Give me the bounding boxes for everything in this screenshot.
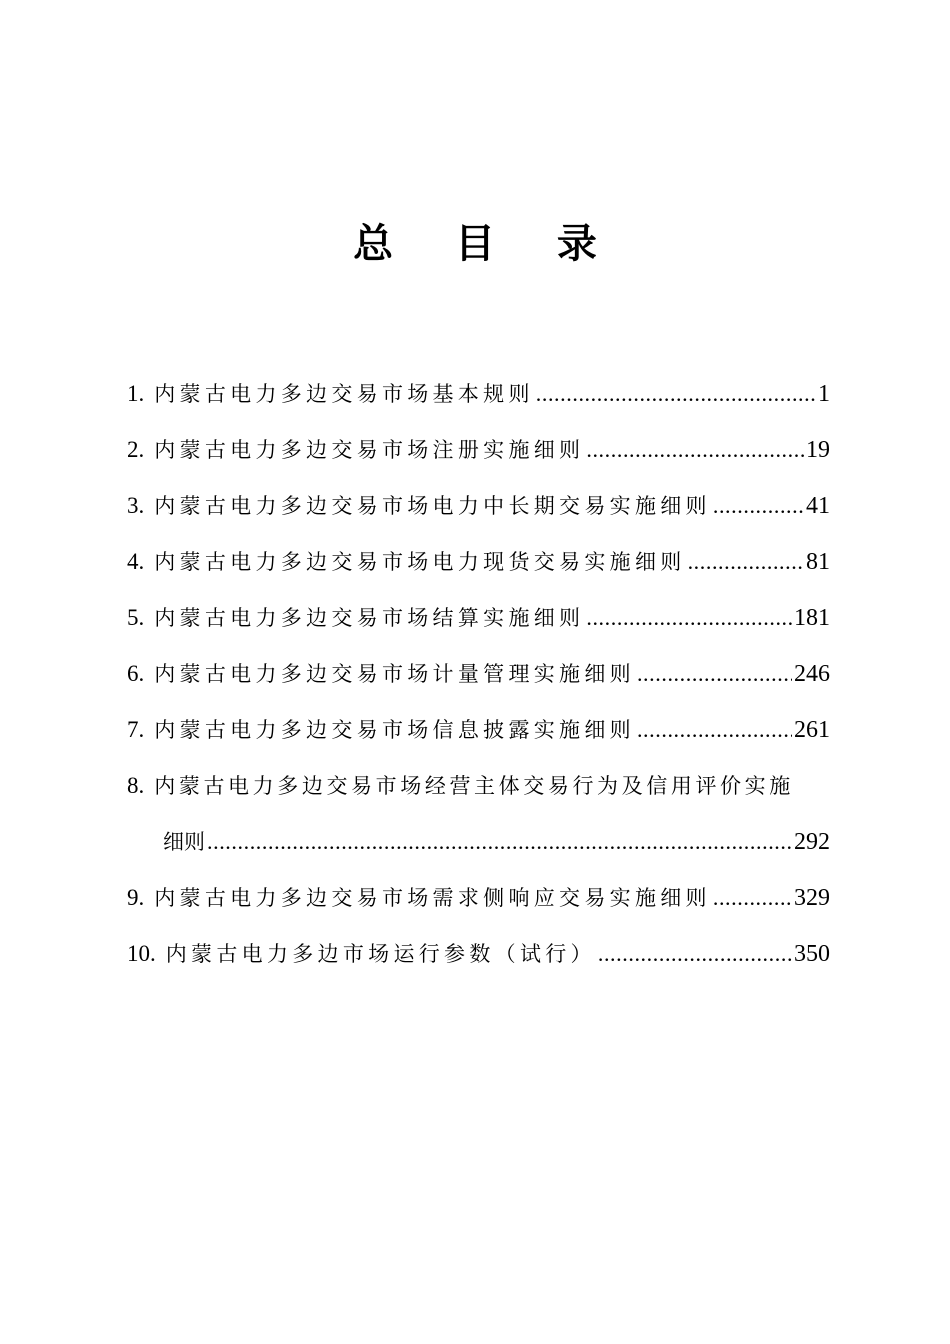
entry-number: 4.	[127, 549, 145, 574]
dot-leader	[586, 428, 804, 472]
toc-entry-3[interactable]	[127, 484, 830, 540]
entry-number: 10.	[127, 941, 156, 966]
entry-title: 内蒙古电力多边交易市场电力中长期交易实施细则	[154, 494, 711, 518]
toc-entry-1[interactable]	[127, 372, 830, 428]
entry-title: 内蒙古电力多边交易市场电力现货交易实施细则	[154, 550, 686, 574]
toc-entry-2[interactable]	[127, 428, 830, 484]
toc-entry-4[interactable]	[127, 540, 830, 596]
dot-leader	[713, 484, 804, 528]
entry-page-number: 19	[806, 437, 830, 463]
entry-page-number: 350	[794, 941, 830, 967]
entry-title: 内蒙古电力多边交易市场结算实施细则	[154, 606, 585, 630]
entry-number: 5.	[127, 605, 145, 630]
entry-number: 1.	[127, 381, 145, 406]
entry-title: 内蒙古电力多边交易市场注册实施细则	[154, 438, 585, 462]
entry-number: 6.	[127, 661, 145, 686]
dot-leader	[637, 708, 792, 752]
toc-entry-5[interactable]	[127, 596, 830, 652]
dot-leader	[637, 652, 792, 696]
toc-entry-8[interactable]	[127, 764, 830, 820]
entry-title-continued: 细则	[163, 830, 205, 854]
entry-number: 2.	[127, 437, 145, 462]
entry-title: 内蒙古电力多边市场运行参数（试行）	[165, 942, 596, 966]
entry-title: 内蒙古电力多边交易市场信息披露实施细则	[154, 718, 635, 742]
entry-page-number: 329	[794, 885, 830, 911]
toc-entry-6[interactable]	[127, 652, 830, 708]
dot-leader	[586, 596, 792, 640]
dot-leader	[598, 932, 792, 976]
dot-leader	[713, 876, 792, 920]
entry-page-number: 261	[794, 717, 830, 743]
entry-page-number: 41	[806, 493, 830, 519]
table-of-contents	[127, 372, 830, 988]
entry-page-number: 292	[794, 829, 830, 855]
entry-page-number: 246	[794, 661, 830, 687]
entry-title: 内蒙古电力多边交易市场基本规则	[154, 382, 534, 406]
entry-title: 内蒙古电力多边交易市场需求侧响应交易实施细则	[154, 886, 711, 910]
entry-number: 9.	[127, 885, 145, 910]
entry-number: 7.	[127, 717, 145, 742]
entry-number: 8.	[127, 773, 145, 798]
page-title: 总 目 录	[353, 220, 621, 267]
entry-page-number: 181	[794, 605, 830, 631]
dot-leader	[536, 372, 816, 416]
toc-entry-10[interactable]	[127, 932, 830, 988]
entry-page-number: 81	[806, 549, 830, 575]
dot-leader	[688, 540, 804, 584]
entry-page-number: 1	[818, 381, 830, 407]
entry-title: 内蒙古电力多边交易市场经营主体交易行为及信用评价实施	[154, 774, 794, 798]
toc-entry-7[interactable]	[127, 708, 830, 764]
entry-title: 内蒙古电力多边交易市场计量管理实施细则	[154, 662, 635, 686]
toc-entry-8-continued[interactable]	[127, 820, 830, 876]
dot-leader	[207, 820, 792, 864]
toc-entry-9[interactable]	[127, 876, 830, 932]
entry-number: 3.	[127, 493, 145, 518]
